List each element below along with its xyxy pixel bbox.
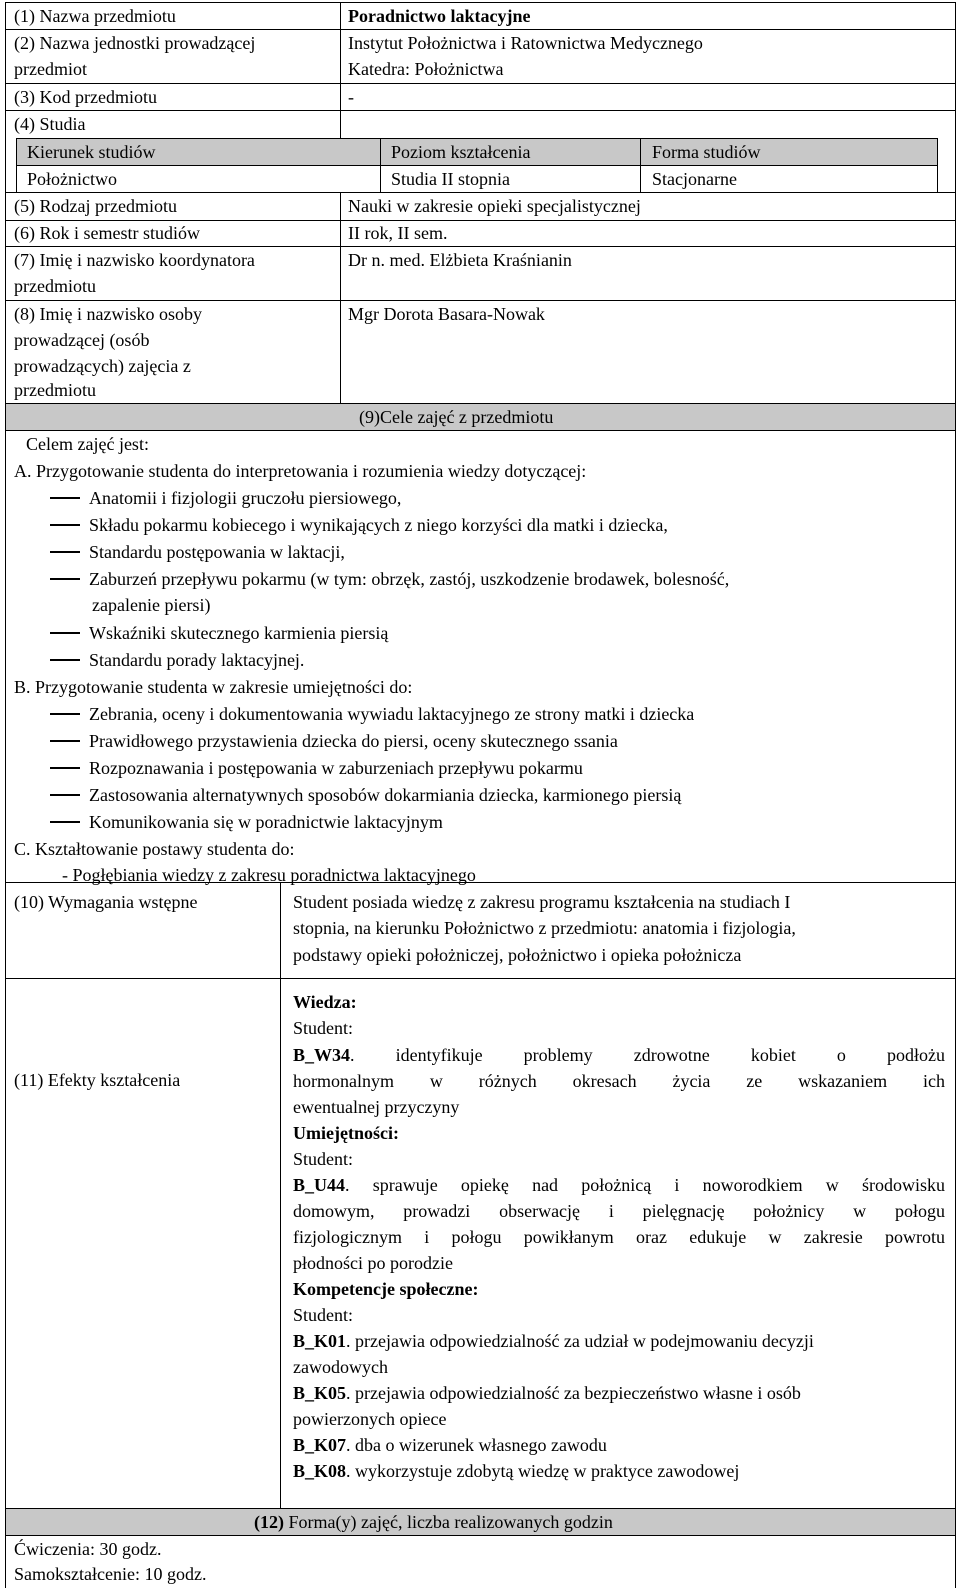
row2-label-line1: (2) Nazwa jednostki prowadzącej [14,33,256,53]
wymagania-line2: stopnia, na kierunku Położnictwo z przedmiotu: anatomia i fizjologia, [293,918,796,938]
cele-a-heading: A. Przygotowanie studenta do interpretowania i rozumienia wiedzy dotyczącej: [14,461,587,481]
studia-header-kierunek: Kierunek studiów [27,142,156,162]
wymagania-line1: Student posiada wiedzę z zakresu programu kształcenia na studiach I [293,892,791,912]
dash [50,713,80,715]
coordinator-name: Dr n. med. Elżbieta Kraśnianin [348,250,572,270]
student-label: Student: [293,1305,354,1325]
student-label: Student: [293,1018,354,1038]
wiedza-heading: Wiedza: [293,992,357,1012]
wymagania-line3: podstawy opieki położniczej, położnictwo i opieka położnicza [293,945,742,965]
dash [50,821,80,823]
studia-header-poziom: Poziom kształcenia [391,142,531,162]
k01-code: B_K01 [293,1331,347,1351]
cele-b-item: Prawidłowego przystawienia dziecka do piersi, oceny skutecznego ssania [89,731,618,751]
u44-line1 [293,1172,945,1198]
w34-line3: ewentualnej przyczyny [293,1097,460,1117]
samoksztalcenie-hours: Samokształcenie: 10 godz. [14,1564,207,1584]
studia-value-kierunek: Położnictwo [27,169,117,189]
u44-text: . sprawuje opiekę nad położnicą i noworodkiem w środowisku [345,1175,945,1195]
course-code: - [348,87,354,107]
cwiczenia-hours: Ćwiczenia: 30 godz. [14,1539,162,1559]
row8-label-line2: prowadzącej (osób [14,330,150,350]
k05-code: B_K05 [293,1383,347,1403]
row8-label-line4: przedmiotu [14,380,96,400]
row6-label: (6) Rok i semestr studiów [14,223,200,243]
dash [50,632,80,634]
k05-line2: powierzonych opiece [293,1409,447,1429]
k08-text: . wykorzystuje zdobytą wiedzę w praktyce zawodowej [346,1461,740,1481]
k08-line [293,1458,739,1484]
cele-a-item: Zaburzeń przepływu pokarmu (w tym: obrzęk, zastój, uszkodzenie brodawek, bolesność, [89,569,730,589]
wymagania-label: (10) Wymagania wstępne [14,892,198,912]
w34-line2: hormonalnym w różnych okresach życia ze wskazaniem ich [293,1071,945,1091]
w34-code: B_W34 [293,1045,351,1065]
dash [50,767,80,769]
formy-header-text: Forma(y) zajęć, liczba realizowanych godzin [284,1512,613,1532]
u44-code: B_U44 [293,1175,346,1195]
cele-c-heading: C. Kształtowanie postawy studenta do: [14,839,295,859]
row3-label: (3) Kod przedmiotu [14,87,157,107]
cele-a-item: Wskaźniki skutecznego karmienia piersią [89,623,389,643]
k08-code: B_K08 [293,1461,347,1481]
cele-a-item: Składu pokarmu kobiecego i wynikających z niego korzyści dla matki i dziecka, [89,515,668,535]
studia-header-forma: Forma studiów [652,142,761,162]
dash [50,740,80,742]
cele-b-item: Rozpoznawania i postępowania w zaburzeniach przepływu pokarmu [89,758,583,778]
cele-header: (9)Cele zajęć z przedmiotu [359,407,554,427]
cele-b-item: Komunikowania się w poradnictwie laktacyjnym [89,812,443,832]
studia-value-poziom: Studia II stopnia [391,169,510,189]
cele-b-item: Zastosowania alternatywnych sposobów dokarmiania dziecka, karmionego piersią [89,785,682,805]
formy-header [254,1509,613,1535]
studia-value-forma: Stacjonarne [652,169,737,189]
dash [50,524,80,526]
cele-a-item: Standardu porady laktacyjnej. [89,650,305,670]
u44-line3: fizjologicznym i połogu powikłanym oraz edukuje w zakresie powrotu [293,1227,945,1247]
row8-label-line3: prowadzących) zajęcia z [14,356,191,376]
kompetencje-heading: Kompetencje społeczne: [293,1279,479,1299]
cele-intro: Celem zajęć jest: [26,434,149,454]
cele-a-item: Standardu postępowania w laktacji, [89,542,345,562]
w34-text: . identyfikuje problemy zdrowotne kobiet o podłożu [350,1045,945,1065]
row7-label-line1: (7) Imię i nazwisko koordynatora [14,250,255,270]
row5-label: (5) Rodzaj przedmiotu [14,196,177,216]
row2-label-line2: przedmiot [14,59,87,79]
k01-line2: zawodowych [293,1357,388,1377]
k07-code: B_K07 [293,1435,347,1455]
cele-a-item-cont: zapalenie piersi) [92,595,211,615]
instructor-name: Mgr Dorota Basara-Nowak [348,304,545,324]
year-semester: II rok, II sem. [348,223,448,243]
dash [50,551,80,553]
row1-label: (1) Nazwa przedmiotu [14,6,176,26]
cele-a-item: Anatomii i fizjologii gruczołu piersiowego, [89,488,402,508]
course-type: Nauki w zakresie opieki specjalistycznej [348,196,641,216]
cele-b-item: Zebrania, oceny i dokumentowania wywiadu laktacyjnego ze strony matki i dziecka [89,704,695,724]
umiejetnosci-heading: Umiejętności: [293,1123,399,1143]
cele-b-heading: B. Przygotowanie studenta w zakresie umiejętności do: [14,677,413,697]
efekty-label: (11) Efekty kształcenia [14,1070,181,1090]
dash [50,794,80,796]
cele-c-item: - Pogłębiania wiedzy z zakresu poradnictwa laktacyjnego [62,865,476,885]
row8-label-line1: (8) Imię i nazwisko osoby [14,304,202,324]
k07-line [293,1432,607,1458]
k05-text: . przejawia odpowiedzialność za bezpieczeństwo własne i osób [346,1383,801,1403]
k05-line1 [293,1380,801,1406]
dash [50,659,80,661]
course-name: Poradnictwo laktacyjne [348,6,531,26]
student-label: Student: [293,1149,354,1169]
w34-line1 [293,1042,945,1068]
formy-header-num: (12) [254,1512,284,1532]
dash [50,578,80,580]
row4-label: (4) Studia [14,114,86,134]
k01-text: . przejawia odpowiedzialność za udział w podejmowaniu decyzji [346,1331,814,1351]
dash [50,497,80,499]
k07-text: . dba o wizerunek własnego zawodu [346,1435,607,1455]
k01-line1 [293,1328,814,1354]
unit-name-line1: Instytut Położnictwa i Ratownictwa Medycznego [348,33,703,53]
u44-line2: domowym, prowadzi obserwację i pielęgnację położnicy w połogu [293,1201,945,1221]
row7-label-line2: przedmiotu [14,276,96,296]
unit-name-line2: Katedra: Położnictwa [348,59,504,79]
u44-line4: płodności po porodzie [293,1253,453,1273]
